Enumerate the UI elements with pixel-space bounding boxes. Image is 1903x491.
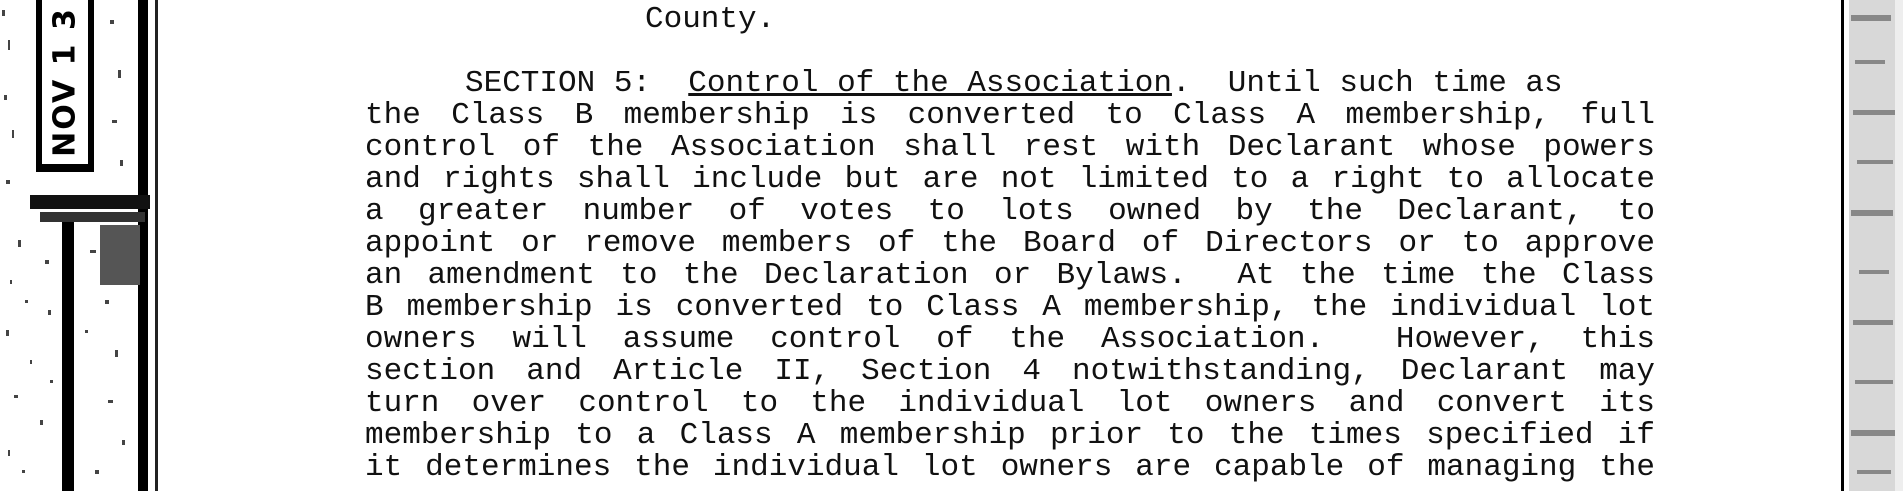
paragraph-line: the Class B membership is converted to Class A membership, full <box>365 100 1655 132</box>
paragraph-line: section and Article II, Section 4 notwithstanding, Declarant may <box>365 356 1655 388</box>
paragraph-line: B membership is converted to Class A membership, the individual lot <box>365 292 1655 324</box>
paragraph-line: a greater number of votes to lots owned by the Declarant, to <box>365 196 1655 228</box>
paragraph-line: and rights shall include but are not limited to a right to allocate <box>365 164 1655 196</box>
previous-line-county: County. <box>645 2 776 37</box>
paragraph-line: an amendment to the Declaration or Bylaws. At the time the Class <box>365 260 1655 292</box>
right-scan-margin <box>1841 0 1903 491</box>
paragraph-line: it determines the individual lot owners are capable of managing the <box>365 452 1655 484</box>
section-5-paragraph <box>365 68 1655 484</box>
section-first-line-rest: . Until such time as <box>1171 66 1563 101</box>
section-heading: Control of the Association <box>688 66 1172 101</box>
date-stamp <box>36 0 94 172</box>
paragraph-line: control of the Association shall rest with Declarant whose powers <box>365 132 1655 164</box>
paragraph-line: turn over control to the individual lot owners and convert its <box>365 388 1655 420</box>
paragraph-line: appoint or remove members of the Board of Directors or to approve <box>365 228 1655 260</box>
section-5-first-line <box>365 68 1655 100</box>
paragraph-line: membership to a Class A membership prior to the times specified if <box>365 420 1655 452</box>
date-stamp-text: NOV 1 3 <box>47 7 83 157</box>
section-label: SECTION 5: <box>465 66 652 101</box>
scan-noise-right <box>1841 0 1903 491</box>
left-scan-margin <box>0 0 165 491</box>
paragraph-line: owners will assume control of the Association. However, this <box>365 324 1655 356</box>
